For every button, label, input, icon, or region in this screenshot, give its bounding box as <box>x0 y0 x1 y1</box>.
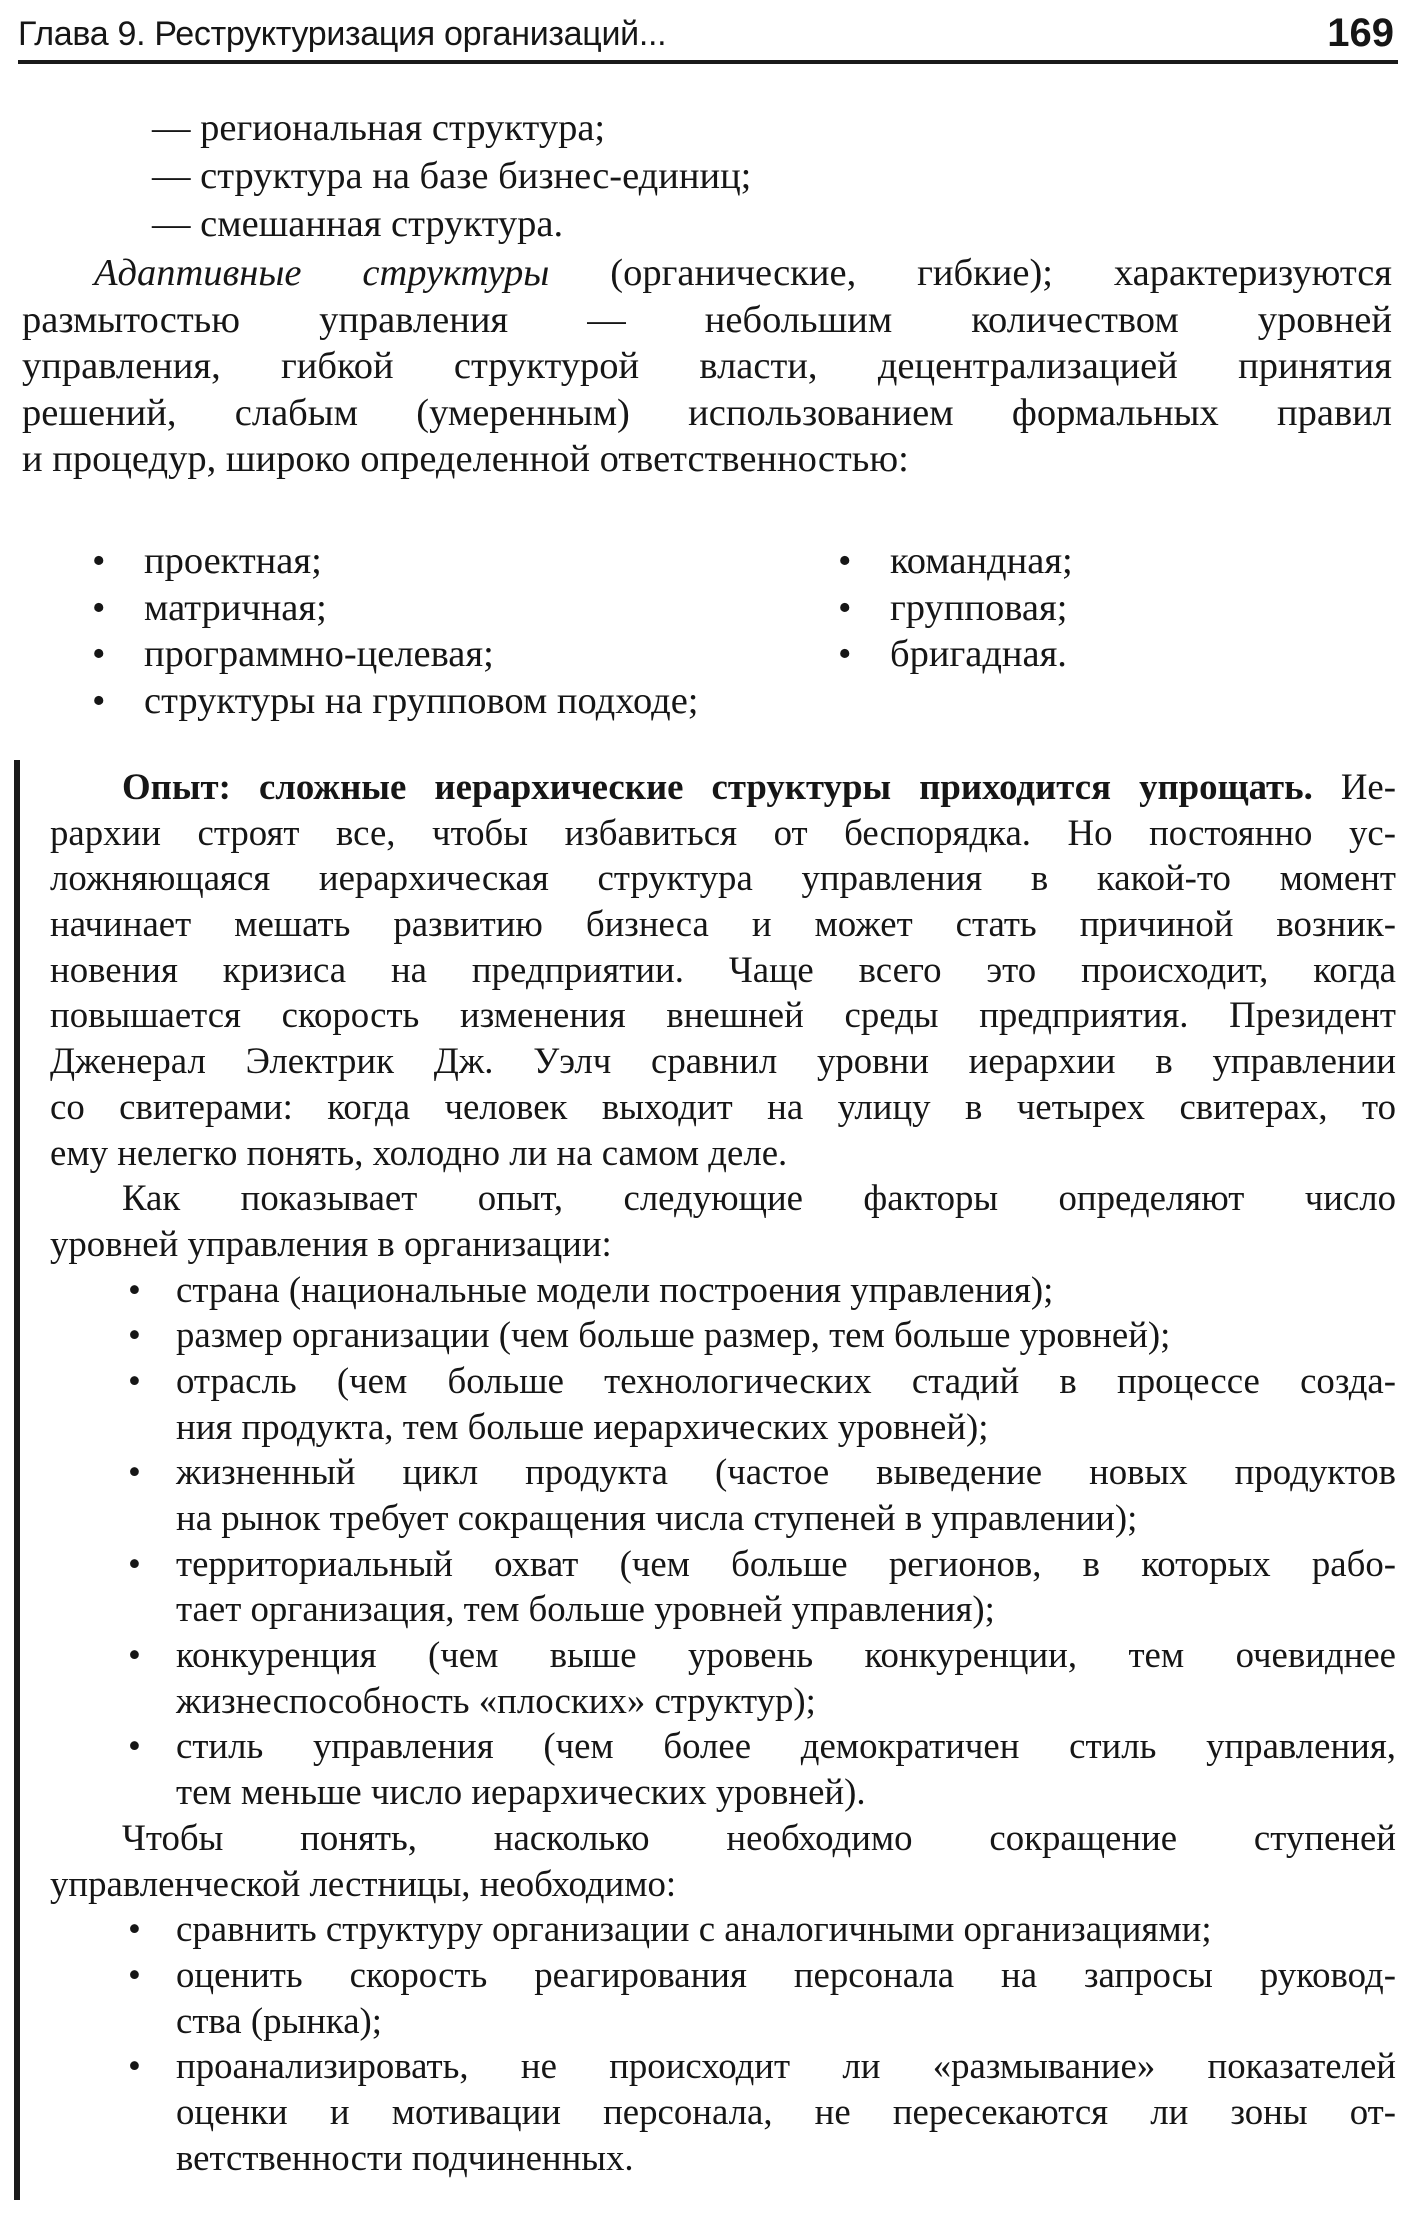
paragraph-line: ложняющаяся иерархическая структура управления в какой-то момент <box>50 857 1396 899</box>
bullet-icon: • <box>128 1542 141 1584</box>
list-item-text: проанализировать, не происходит ли «размывание» показателей <box>176 2045 1396 2087</box>
bullet-icon: • <box>92 679 106 722</box>
list-item <box>92 631 699 678</box>
paragraph-line <box>50 764 1396 810</box>
list-item-text: отрасль (чем больше технологических стадий в процессе созда- <box>176 1359 1396 1401</box>
experience-sidebar <box>50 764 1396 2180</box>
bullet-icon: • <box>128 1953 141 1995</box>
bullet-icon: • <box>128 1314 141 1356</box>
bullet-icon: • <box>838 540 852 582</box>
factor-item <box>50 1541 1396 1587</box>
list-item <box>838 585 1073 632</box>
list-item: — региональная структура; <box>152 107 606 149</box>
paragraph-line: начинает мешать развитию бизнеса и может стать причиной возник- <box>50 903 1396 945</box>
bullet-icon: • <box>128 1268 141 1310</box>
bullet-icon: • <box>92 540 106 582</box>
paragraph-line: ему нелегко понять, холодно ли на самом деле. <box>50 1131 788 1173</box>
paragraph-line: размытостью управления — небольшим количеством уровней <box>22 298 1392 341</box>
list-item: — смешанная структура. <box>152 203 564 245</box>
action-item <box>50 1952 1396 1998</box>
list-item <box>838 631 1073 678</box>
factor-item-continuation: тает организация, тем больше уровней управления); <box>176 1588 995 1630</box>
page-number: 169 <box>1327 11 1394 55</box>
section-side-rule <box>14 760 20 2200</box>
list-item-text: размер организации (чем больше размер, тем больше уровней); <box>176 1314 1171 1356</box>
text-span: Ие- <box>1312 766 1397 807</box>
bullet-icon: • <box>128 1725 141 1767</box>
structure-type-list <box>152 104 751 248</box>
factor-item <box>50 1449 1396 1495</box>
list-item-text: жизненный цикл продукта (частое выведение новых продуктов <box>176 1451 1396 1493</box>
paragraph-line: рархии строят все, чтобы избавиться от беспорядка. Но постоянно ус- <box>50 811 1396 853</box>
bullet-icon: • <box>838 586 852 629</box>
list-item-text: оценить скорость реагирования персонала на запросы руковод- <box>176 1953 1396 1995</box>
factor-item-continuation: на рынок требует сокращения числа ступеней в управлении); <box>176 1497 1138 1538</box>
list-item-text: командная; <box>890 540 1073 582</box>
bullet-icon: • <box>128 2045 141 2087</box>
text-span: (органические, гибкие); характеризуются <box>549 252 1393 294</box>
bullet-icon: • <box>128 1451 141 1493</box>
paragraph-line: новения кризиса на предприятии. Чаще всего это происходит, когда <box>50 948 1396 990</box>
bullet-icon: • <box>128 1908 141 1950</box>
sidebar-heading: Опыт: сложные иерархические структуры приходится упрощать. <box>122 766 1313 807</box>
list-item <box>838 538 1073 585</box>
running-header <box>18 6 1398 64</box>
adaptive-types-list-left <box>92 538 699 724</box>
paragraph-line: и процедур, широко определенной ответственностью: <box>22 438 909 480</box>
paragraph-line: Как показывает опыт, следующие факторы определяют число <box>122 1177 1396 1219</box>
list-item-text: конкуренция (чем выше уровень конкуренции, тем очевиднее <box>176 1634 1396 1676</box>
list-item-text: страна (национальные модели построения управления); <box>176 1268 1054 1310</box>
list-item: — структура на базе бизнес-единиц; <box>152 155 752 197</box>
list-item-text: проектная; <box>144 540 322 582</box>
action-item-continuation: оценки и мотивации персонала, не пересекаются ли зоны от- <box>176 2090 1396 2132</box>
action-item-continuation: ветственности подчиненных. <box>176 2136 634 2178</box>
paragraph-line <box>22 250 1392 297</box>
paragraph-line: Чтобы понять, насколько необходимо сокращение ступеней <box>122 1816 1396 1858</box>
action-item <box>50 2043 1396 2089</box>
adaptive-structures-paragraph <box>22 250 1392 483</box>
factor-item <box>50 1723 1396 1769</box>
action-item-continuation: ства (рынка); <box>176 1999 383 2041</box>
factor-item <box>50 1358 1396 1404</box>
term-adaptive-structures: Адаптивные структуры <box>94 252 550 294</box>
chapter-title: Глава 9. Реструктуризация организаций... <box>18 15 667 53</box>
paragraph-line: управления, гибкой структурой власти, децентрализацией принятия <box>22 345 1392 387</box>
list-item-text: бригадная. <box>890 633 1067 675</box>
action-item <box>50 1906 1396 1952</box>
paragraph-line: уровней управления в организации: <box>50 1222 612 1264</box>
list-item <box>92 538 699 585</box>
list-item <box>92 678 699 725</box>
paragraph-line: Дженерал Электрик Дж. Уэлч сравнил уровни иерархии в управлении <box>50 1040 1396 1082</box>
paragraph-line: управленческой лестницы, необходимо: <box>50 1862 677 1904</box>
bullet-icon: • <box>92 633 106 675</box>
list-item-text: структуры на групповом подходе; <box>144 679 699 722</box>
list-item-text: групповая; <box>890 586 1068 629</box>
factor-item <box>50 1267 1396 1313</box>
factor-item <box>50 1312 1396 1358</box>
bullet-icon: • <box>92 586 106 629</box>
list-item-text: программно-целевая; <box>144 633 494 675</box>
list-item-text: территориальный охват (чем больше регионов, в которых рабо- <box>176 1542 1396 1584</box>
list-item-text: сравнить структуру организации с аналогичными организациями; <box>176 1908 1212 1950</box>
bullet-icon: • <box>128 1359 141 1401</box>
bullet-icon: • <box>838 633 852 675</box>
factor-item <box>50 1632 1396 1678</box>
paragraph-line: решений, слабым (умеренным) использованием формальных правил <box>22 391 1392 434</box>
paragraph-line: со свитерами: когда человек выходит на улицу в четырех свитерах, то <box>50 1085 1396 1127</box>
list-item-text: матричная; <box>144 586 327 629</box>
factor-item-continuation: жизнеспособность «плоских» структур); <box>176 1679 816 1721</box>
adaptive-types-list-right <box>838 538 1073 678</box>
factor-item-continuation: ния продукта, тем больше иерархических уровней); <box>176 1405 989 1447</box>
list-item-text: стиль управления (чем более демократичен стиль управления, <box>176 1725 1396 1767</box>
factor-item-continuation: тем меньше число иерархических уровней). <box>176 1771 866 1813</box>
paragraph-line: повышается скорость изменения внешней среды предприятия. Президент <box>50 994 1396 1036</box>
bullet-icon: • <box>128 1634 141 1676</box>
list-item <box>92 585 699 632</box>
